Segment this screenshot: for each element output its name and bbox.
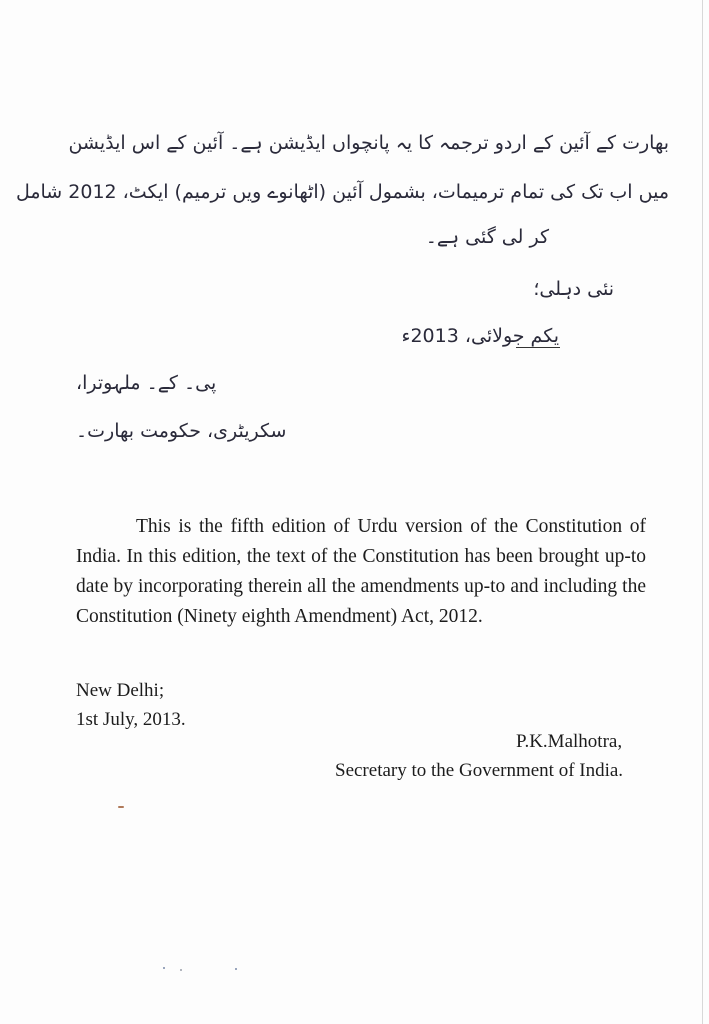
english-paragraph: This is the fifth edition of Urdu version of the Constitution of India. In this edition, the text of the Constitution has been brought up-to date by incorporating therein all the amendments up-to and including the Constitution (Ninety eighth Amendment) Act, 2012. [76, 516, 646, 627]
urdu-paragraph-line-2: میں اب تک کی تمام ترمیمات، بشمول آئین (اٹھانوے ویں ترمیم) ایکٹ، 2012 شامل [15, 181, 669, 203]
english-date: 1st July, 2013. [76, 709, 186, 730]
english-signatory-title: Secretary to the Government of India. [335, 760, 624, 781]
urdu-signatory-name: پی۔ کے۔ ملہوترا، [76, 372, 217, 394]
urdu-paragraph-line-3: کر لی گئی ہے۔ [425, 226, 549, 248]
scan-speck [180, 969, 182, 971]
urdu-paragraph-line-1: بھارت کے آئین کے اردو ترجمہ کا یہ پانچواں ایڈیشن ہے۔ آئین کے اس ایڈیشن [68, 132, 669, 154]
english-signatory-name: P.K.Malhotra, [516, 731, 623, 752]
scan-speck [163, 967, 165, 969]
date-underline [516, 347, 560, 348]
urdu-place: نئی دہلی؛ [533, 278, 614, 300]
page-edge [702, 0, 703, 1024]
urdu-date: یکم جولائی، 2013ء [401, 325, 559, 347]
scan-speck [235, 968, 237, 970]
english-place: New Delhi; [76, 680, 165, 701]
urdu-signatory-title: سکریٹری، حکومت بھارت۔ [76, 420, 287, 442]
scan-speck [118, 806, 124, 808]
